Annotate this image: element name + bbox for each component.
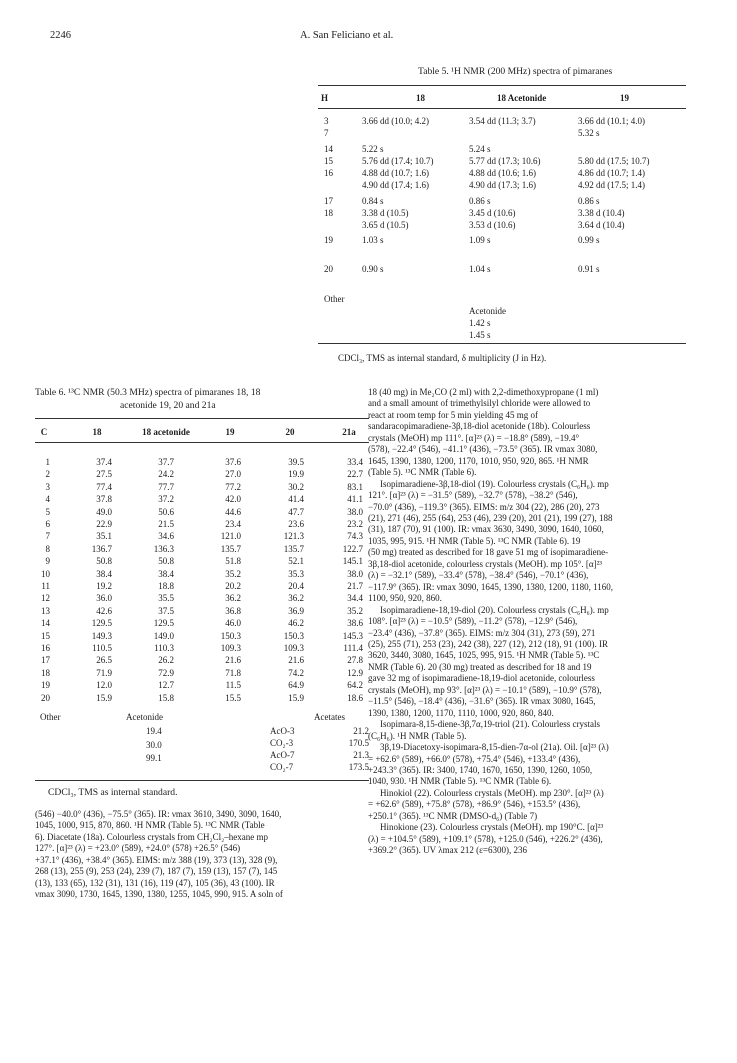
- table-6-cell: 6: [45, 519, 50, 529]
- table-6-cell: 18: [41, 667, 50, 678]
- table-6-cell: 109.3: [220, 643, 241, 653]
- text-line: (546) −40.0° (436), −75.5° (365). IR: νmax 3610, 3490, 3090, 1640,: [35, 809, 282, 819]
- table-6-top-rule: [35, 418, 369, 419]
- text-line: 3β,19-Diacetoxy-isopimara-8,15-dien-7α-ol (21a). Oil. [α]²³ (λ): [380, 742, 609, 753]
- table-6-cell: 22.9: [96, 519, 112, 529]
- table-6-header-rule: [35, 442, 369, 443]
- table-6-cell: 122.7: [342, 543, 363, 554]
- table-6-cell: 15.9: [96, 692, 112, 703]
- table-6-cell: 37.6: [225, 457, 241, 467]
- table-6-cell: 74.3: [347, 531, 363, 542]
- table-5-header-18: 18: [416, 93, 425, 103]
- table-6-cell: 21.6: [225, 655, 241, 666]
- table-6-cell: 38.4: [96, 568, 112, 579]
- table-6-cell: 14: [41, 618, 50, 629]
- table-6-acetates-label: Acetates: [314, 712, 345, 722]
- table-6-cell: 4: [45, 494, 50, 505]
- table-6-cell: 38.0: [347, 568, 363, 579]
- table-6-cell: 35.2: [347, 605, 363, 616]
- text-line: Isopimara-8,15-diene-3β,7α,19-triol (21). Colourless crystals: [380, 719, 600, 730]
- text-line: = +62.6° (589), +66.0° (578), +75.4° (546), +133.4° (436),: [368, 753, 581, 764]
- table-6-cell: 136.7: [91, 543, 112, 554]
- table-6-cell: 121.3: [283, 531, 304, 542]
- table-6-cell: 71.8: [225, 667, 241, 678]
- table-6-cell: 30.2: [288, 481, 304, 492]
- table-6-cell: 47.7: [288, 506, 304, 517]
- table-6-cell: 64.2: [347, 680, 363, 691]
- table-6-cell: 3: [45, 481, 50, 492]
- text-line: 18 (40 mg) in Me₂CO (2 ml) with 2,2-dimethoxypropane (1 ml): [368, 387, 599, 397]
- table-6-cell: 12.7: [158, 680, 174, 691]
- table-6-cell: 24.2: [158, 469, 174, 480]
- table-6-cell: 23.2: [347, 519, 363, 529]
- text-line: sandaracopimaradiene-3β,18-diol acetonide (18b). Colourless: [368, 421, 591, 432]
- text-line: (13), 133 (65), 132 (31), 131 (16), 119 (47), 105 (36), 43 (100). IR: [35, 877, 275, 888]
- table-6-acetate-value: 21.3: [353, 750, 369, 760]
- table-6-cell: 52.1: [288, 556, 304, 567]
- table-6-cell: 37.8: [96, 494, 112, 505]
- table-6-cell: 51.8: [225, 556, 241, 567]
- table-5-cell: 0.84 s: [362, 196, 384, 206]
- table-5-header-h: H: [321, 93, 329, 103]
- table-5-cell: 3.38 d (10.4): [578, 208, 625, 218]
- table-6-acetate-value: 21.2: [353, 726, 369, 736]
- table-5-cell: 17: [324, 196, 333, 206]
- table-6-caption-line2: acetonide 19, 20 and 21a: [120, 400, 216, 411]
- table-6-cell: 41.1: [347, 494, 363, 505]
- table-6-cell: 145.3: [342, 630, 363, 641]
- table-6-cell: 21.7: [347, 581, 363, 591]
- table-6-cell: 36.2: [225, 593, 241, 604]
- table-6-cell: 12: [41, 593, 50, 604]
- table-6-other-label: Other: [40, 712, 61, 722]
- table-6-cell: 77.7: [158, 481, 174, 492]
- table-6-header-cell: 21a: [342, 427, 356, 437]
- table-6-cell: 38.4: [158, 568, 174, 579]
- table-5-cell: 16: [324, 168, 333, 178]
- text-line: 1040, 930. ¹H NMR (Table 5). ¹³C NMR (Table 6).: [368, 776, 552, 787]
- table-5-cell: 1.04 s: [469, 264, 491, 274]
- table-6-cell: 19: [41, 680, 50, 691]
- table-6-cell: 12.0: [96, 680, 112, 691]
- text-line: (21), 271 (46), 255 (64), 253 (46), 239 (20), 201 (21), 199 (27), 188: [368, 512, 613, 523]
- table-6-acetate-label: CO₂-3: [270, 738, 294, 748]
- table-5-cell: 5.80 dd (17.5; 10.7): [578, 156, 650, 166]
- text-line: (C₆H₆). ¹H NMR (Table 5).: [368, 730, 467, 741]
- text-line: 1645, 1390, 1380, 1200, 1170, 1010, 950, 920, 865. ¹H NMR: [368, 455, 589, 466]
- table-5-cell: 5.76 dd (17.4; 10.7): [362, 156, 434, 166]
- table-5-cell: 0.99 s: [578, 235, 600, 245]
- table-6-cell: 20.4: [288, 581, 304, 591]
- table-6-acetonide-value: 19.4: [146, 726, 162, 736]
- table-6-cell: 145.1: [342, 556, 363, 567]
- table-6-cell: 110.3: [154, 643, 174, 653]
- table-6-cell: 135.7: [220, 543, 241, 554]
- table-5-cell: 5.77 dd (17.3; 10.6): [469, 156, 541, 166]
- text-line: −11.5° (546), −18.4° (436), −31.6° (365). IR νmax 3080, 1645,: [368, 696, 596, 707]
- table-6-cell: 49.0: [96, 506, 112, 517]
- table-6-acetate-label: CO₂-7: [270, 762, 294, 772]
- table-6-cell: 35.3: [288, 568, 304, 579]
- table-6-cell: 26.5: [96, 655, 112, 666]
- text-line: +369.2° (365). UV λmax 212 (ε=6300), 236: [368, 845, 527, 856]
- table-6-cell: 10: [41, 568, 50, 579]
- table-5-bottom-rule: [318, 343, 686, 344]
- table-6-caption-line1: Table 6. ¹³C NMR (50.3 MHz) spectra of pimaranes 18, 18: [35, 387, 261, 398]
- table-5-cell: 4.88 dd (10.6; 1.6): [469, 168, 536, 178]
- table-6-acetonide-label: Acetonide: [126, 712, 163, 722]
- table-6-cell: 50.8: [158, 556, 174, 567]
- table-5-cell: 7: [324, 128, 329, 138]
- table-5-cell: 3.54 dd (11.3; 3.7): [469, 116, 536, 126]
- table-6-cell: 9: [45, 556, 50, 567]
- table-6-cell: 39.5: [288, 457, 304, 467]
- table-6-header-cell: C: [40, 427, 48, 437]
- table-6-cell: 8: [45, 543, 50, 554]
- table-5-cell: 0.90 s: [362, 264, 384, 274]
- table-6-acetonide-value: 30.0: [146, 739, 162, 750]
- table-6-cell: 44.6: [225, 506, 241, 517]
- text-line: 3620, 3440, 3080, 1645, 1025, 995, 915. ¹H NMR (Table 5). ¹³C: [368, 650, 600, 661]
- table-5-footnote: CDCl₃, TMS as internal standard, δ multiplicity (J in Hz).: [338, 353, 547, 363]
- table-5-cell: 4.90 dd (17.4; 1.6): [362, 180, 429, 190]
- table-5-cell: 5.22 s: [362, 144, 384, 154]
- text-line: 3β,18-diol acetonide, colourless crystals (MeOH). mp 105°. [α]²³: [368, 558, 602, 569]
- table-5-cell: Acetonide: [469, 306, 506, 316]
- table-6-cell: 111.4: [343, 643, 363, 653]
- text-line: 121°. [α]²³ (λ) = −31.5° (589), −32.7° (578), −38.2° (546),: [368, 490, 578, 501]
- table-6-cell: 11.5: [225, 680, 241, 691]
- text-line: and a small amount of trimethylsilyl chloride were allowed to: [368, 398, 591, 409]
- table-6-cell: 15: [41, 630, 50, 641]
- table-6-cell: 35.1: [96, 531, 112, 542]
- text-line: +243.3° (365). IR: 3400, 1740, 1670, 1650, 1390, 1260, 1050,: [368, 764, 593, 775]
- table-6-cell: 150.3: [220, 630, 241, 641]
- table-6-cell: 110.5: [92, 643, 112, 653]
- table-6-acetate-value: 173.5: [348, 762, 369, 772]
- table-6-cell: 33.4: [347, 457, 363, 467]
- running-header-authors: A. San Feliciano et al.: [300, 30, 394, 41]
- text-line: 108°. [α]²³ (λ) = −10.5° (589), −11.2° (578), −12.9° (546),: [368, 616, 578, 627]
- text-line: react at room temp for 5 min yielding 45 mg of: [368, 409, 538, 420]
- table-6-cell: 77.2: [225, 481, 241, 492]
- table-6-cell: 22.7: [347, 469, 363, 480]
- table-6-cell: 150.3: [283, 630, 304, 641]
- table-6-cell: 36.0: [96, 593, 112, 604]
- table-5-cell: 20: [324, 264, 333, 274]
- text-line: gave 32 mg of isopimaradiene-18,19-diol acetonide, colourless: [368, 673, 595, 684]
- table-6-cell: 13: [41, 605, 50, 616]
- text-line: (50 mg) treated as described for 18 gave 51 mg of isopimaradiene-: [368, 547, 609, 558]
- table-5-cell: 4.92 dd (17.5; 1.4): [578, 180, 645, 190]
- table-5-header-19: 19: [620, 93, 629, 103]
- text-line: (λ) = +104.5° (589), +109.1° (578), +125.0 (546), +226.2° (436),: [368, 833, 603, 844]
- table-5-cell: 4.88 dd (10.7; 1.6): [362, 168, 429, 178]
- table-6-cell: 121.0: [220, 531, 241, 542]
- table-6-cell: 72.9: [158, 667, 174, 678]
- text-line: Isopimaradiene-18,19-diol (20). Colourless crystals (C₆H₆). mp: [380, 604, 609, 615]
- table-6-cell: 18.6: [347, 692, 363, 703]
- table-6-cell: 42.6: [96, 605, 112, 616]
- table-6-header-cell: 18: [92, 427, 102, 437]
- text-line: 1045, 1000, 915, 870, 860. ¹H NMR (Table 5). ¹³C NMR (Table: [35, 820, 265, 831]
- table-5-cell: 1.42 s: [469, 318, 491, 328]
- table-6-cell: 46.0: [225, 618, 241, 629]
- table-5-cell: 3.53 d (10.6): [469, 220, 516, 230]
- text-line: νmax 3090, 1730, 1645, 1390, 1380, 1255, 1045, 990, 915. A soln of: [35, 889, 283, 900]
- table-6-cell: 109.3: [283, 643, 304, 653]
- table-6-acetonide-value: 99.1: [146, 753, 162, 763]
- text-line: (578), −22.4° (546), −41.1° (436), −73.5° (365). IR νmax 3080,: [368, 444, 598, 455]
- table-6-cell: 36.2: [288, 593, 304, 604]
- text-line: 1390, 1380, 1200, 1170, 1110, 1000, 920, 860, 840.: [368, 707, 554, 718]
- table-6-cell: 129.5: [153, 618, 174, 629]
- table-6-cell: 27.8: [347, 655, 363, 666]
- table-5-cell: 5.32 s: [578, 128, 600, 138]
- table-6-cell: 38.6: [347, 618, 363, 629]
- table-6-cell: 129.5: [91, 618, 112, 629]
- table-6-cell: 50.6: [158, 506, 174, 517]
- text-line: 127°. [α]²³ (λ) = +23.0° (589), +24.0° (578) +26.5° (546): [35, 843, 241, 854]
- table-6-cell: 15.5: [225, 692, 241, 703]
- table-5-cell: 15: [324, 156, 333, 166]
- table-6-bottom-rule: [35, 780, 369, 781]
- text-line: +250.1° (365). ¹³C NMR (DMSO-d₆) (Table 7): [368, 810, 538, 821]
- table-6-cell: 34.6: [158, 531, 174, 542]
- text-line: 6). Diacetate (18a). Colourless crystals from CH₂Cl₂–hexane mp: [35, 831, 268, 842]
- table-6-cell: 20.2: [225, 581, 241, 591]
- table-6-cell: 19.9: [288, 469, 304, 480]
- table-6-acetate-label: AcO-3: [270, 726, 295, 736]
- text-line: 268 (13), 255 (9), 253 (24), 239 (7), 187 (7), 159 (13), 157 (7), 145: [35, 866, 278, 877]
- table-6-cell: 17: [41, 655, 50, 666]
- table-5-cell: 14: [324, 144, 333, 154]
- table-5-cell: 4.90 dd (17.3; 1.6): [469, 180, 536, 190]
- table-6-cell: 74.2: [288, 667, 304, 678]
- table-5-header-rule: [318, 108, 686, 109]
- table-6-cell: 37.4: [96, 457, 112, 467]
- table-6-header-cell: 19: [225, 427, 235, 437]
- text-line: = +62.6° (589), +75.8° (578), +86.9° (546), +153.5° (436),: [368, 799, 581, 810]
- table-6-cell: 35.5: [158, 593, 174, 604]
- table-5-cell: 3.64 d (10.4): [578, 220, 625, 230]
- table-6-cell: 26.2: [158, 655, 174, 666]
- text-line: NMR (Table 6). 20 (30 mg) treated as described for 18 and 19: [368, 661, 592, 672]
- table-6-cell: 18.8: [158, 581, 174, 591]
- table-5-header-18-acetonide: 18 Acetonide: [497, 93, 547, 103]
- table-6-cell: 1: [45, 457, 50, 467]
- text-line: 1035, 995, 915. ¹H NMR (Table 5). ¹³C NMR (Table 6). 19: [368, 535, 581, 546]
- table-6-cell: 20: [41, 692, 50, 703]
- table-5-cell: 1.45 s: [469, 330, 491, 340]
- table-6-header-cell: 18 acetonide: [142, 427, 190, 437]
- table-5-cell: 0.86 s: [578, 196, 600, 206]
- text-line: crystals (MeOH) mp 111°. [α]²³ (λ) = −18.8° (589), −19.4°: [368, 432, 580, 443]
- table-5-cell: 4.86 dd (10.7; 1.4): [578, 168, 645, 178]
- table-6-cell: 15.8: [158, 692, 174, 703]
- text-line: −23.4° (436), −37.8° (365). EIMS: m/z 304 (31), 273 (59), 271: [368, 627, 596, 638]
- table-6-cell: 64.9: [288, 680, 304, 691]
- table-6-cell: 149.3: [91, 630, 112, 641]
- text-line: (31), 187 (70), 91 (100). IR: νmax 3630, 3490, 3090, 1640, 1060,: [368, 524, 604, 535]
- table-6-cell: 136.3: [153, 543, 174, 554]
- table-6-cell: 36.9: [288, 605, 304, 616]
- table-5-cell: 3.65 d (10.5): [362, 220, 409, 230]
- left-body-text: [35, 809, 369, 901]
- table-6-cell: 35.2: [225, 568, 241, 579]
- text-line: Isopimaradiene-3β,18-diol (19). Colourless crystals (C₆H₆). mp: [380, 478, 609, 489]
- table-6-cell: 46.2: [288, 618, 304, 629]
- table-6-cell: 71.9: [96, 667, 112, 678]
- text-line: +37.1° (436), +38.4° (365). EIMS: m/z 388 (19), 373 (13), 328 (9),: [35, 854, 278, 865]
- text-line: −117.9° (365). IR: νmax 3090, 1645, 1390, 1380, 1200, 1180, 1160,: [368, 581, 613, 592]
- table-6-cell: 41.4: [288, 494, 304, 505]
- right-body-text: [368, 387, 706, 857]
- table-6-cell: 23.6: [288, 519, 304, 529]
- text-line: crystals (MeOH), mp 93°. [α]²³ (λ) = −10.1° (589), −10.9° (578),: [368, 684, 602, 695]
- table-5-cell: 5.24 s: [469, 144, 491, 154]
- table-6-cell: 5: [45, 506, 50, 517]
- table-6-cell: 11: [41, 581, 50, 591]
- table-6-cell: 50.8: [96, 556, 112, 567]
- table-6-cell: 37.2: [158, 494, 174, 505]
- table-6-cell: 2: [45, 469, 50, 480]
- table-5-cell: 18: [324, 208, 333, 218]
- text-line: Hinokione (23). Colourless crystals (MeOH). mp 190°C. [α]²³: [380, 822, 604, 833]
- table-5-cell: 3.66 dd (10.1; 4.0): [578, 116, 645, 126]
- table-6-cell: 34.4: [347, 593, 363, 604]
- text-line: 1100, 950, 920, 860.: [368, 593, 442, 604]
- table-6-acetate-label: AcO-7: [270, 750, 295, 760]
- table-6-cell: 7: [45, 531, 50, 542]
- text-line: (λ) = −32.1° (589), −33.4° (578), −38.4° (546), −70.1° (436),: [368, 570, 589, 581]
- table-5-cell: 3.38 d (10.5): [362, 208, 409, 218]
- table-6-acetate-value: 170.5: [348, 738, 369, 748]
- table-6-cell: 135.7: [283, 543, 304, 554]
- table-5-cell: 1.03 s: [362, 235, 384, 245]
- table-5-cell: 0.86 s: [469, 196, 491, 206]
- table-6-cell: 27.5: [96, 469, 112, 480]
- table-5-cell: 3: [324, 116, 329, 126]
- table-6-cell: 83.1: [347, 481, 363, 492]
- table-5-cell: 0.91 s: [578, 264, 600, 274]
- table-6-cell: 149.0: [153, 630, 174, 641]
- table-6-cell: 36.8: [225, 605, 241, 616]
- text-line: (Table 5). ¹³C NMR (Table 6).: [368, 467, 477, 478]
- table-5-cell: 19: [324, 235, 333, 245]
- table-6-header-cell: 20: [285, 427, 295, 437]
- table-6-cell: 16: [41, 643, 50, 653]
- table-6-cell: 21.6: [288, 655, 304, 666]
- table-6-cell: 42.0: [225, 494, 241, 505]
- table-6-cell: 37.5: [158, 605, 174, 616]
- table-6-cell: 19.2: [96, 581, 112, 591]
- table-6-cell: 21.5: [158, 519, 174, 529]
- text-line: −70.0° (436), −119.3° (365). EIMS: m/z 304 (22), 286 (20), 273: [368, 501, 600, 512]
- table-5-cell: 1.09 s: [469, 235, 491, 245]
- table-5-caption: Table 5. ¹H NMR (200 MHz) spectra of pimaranes: [418, 66, 613, 77]
- table-5-cell: 3.66 dd (10.0; 4.2): [362, 116, 429, 126]
- table-6-footnote: CDCl₃, TMS as internal standard.: [48, 787, 178, 798]
- table-5-cell: 3.45 d (10.6): [469, 208, 516, 218]
- table-6-cell: 38.0: [347, 506, 363, 517]
- table-6-cell: 15.9: [288, 692, 304, 703]
- table-6-cell: 37.7: [158, 457, 174, 467]
- table-6-cell: 77.4: [96, 481, 112, 492]
- table-6-cell: 27.0: [225, 469, 241, 480]
- text-line: Hinokiol (22). Colourless crystals (MeOH). mp 230°. [α]²³ (λ): [380, 787, 604, 798]
- table-6-cell: 12.9: [347, 667, 363, 678]
- table-5-cell: Other: [324, 294, 345, 304]
- table-5-top-rule: [318, 85, 686, 86]
- table-6-cell: 23.4: [225, 519, 241, 529]
- page-number: 2246: [50, 30, 71, 41]
- text-line: (25), 255 (71), 253 (23), 242 (38), 227 (12), 212 (18), 91 (100). IR: [368, 638, 608, 649]
